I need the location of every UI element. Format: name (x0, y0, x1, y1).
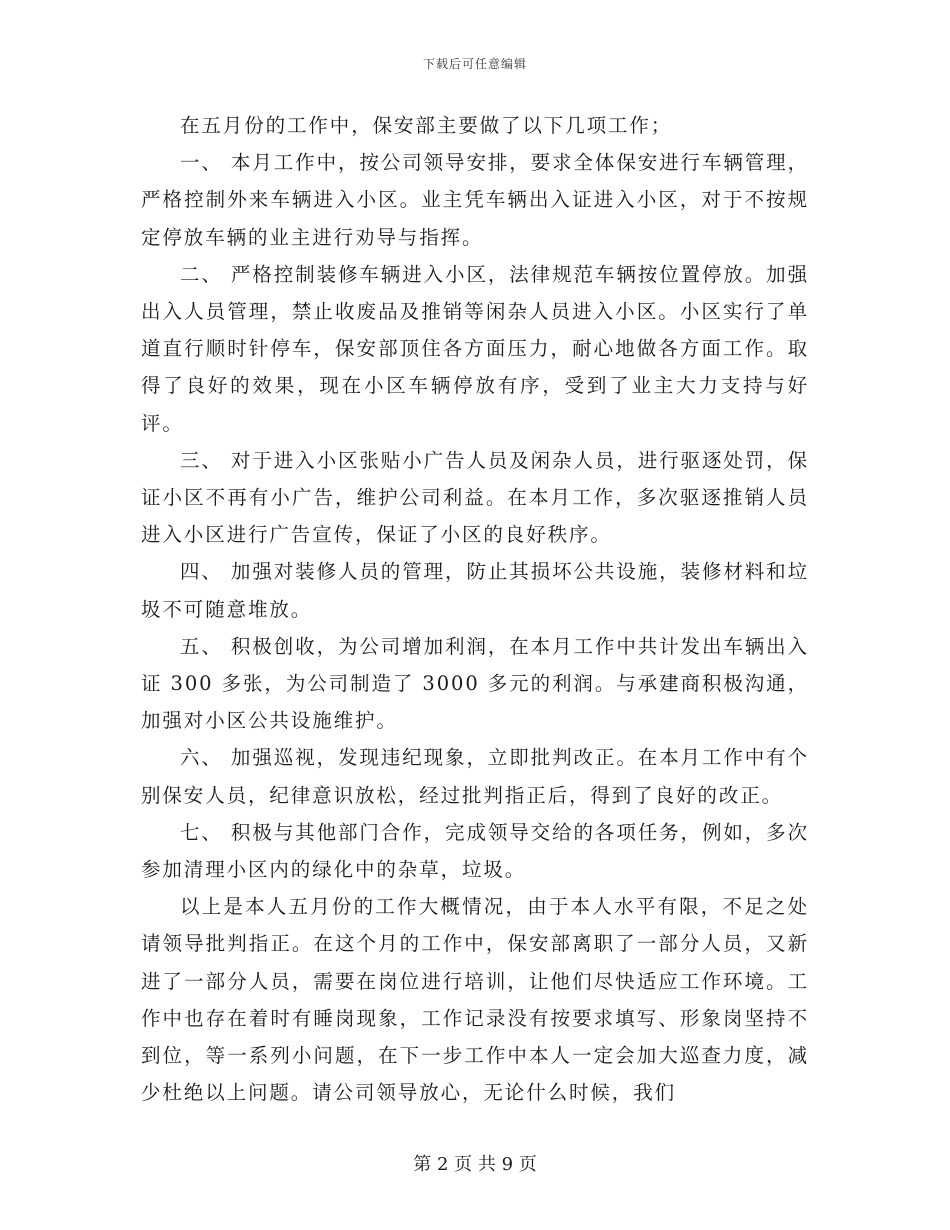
paragraph-item-5: 五、 积极创收，为公司增加利润，在本月工作中共计发出车辆出入证 300 多张，为公司制造了 3000 多元的利润。与承建商积极沟通，加强对小区公共设施维护。 (141, 634, 809, 733)
paragraph-item-4: 四、 加强对装修人员的管理，防止其损坏公共设施，装修材料和垃圾不可随意堆放。 (141, 560, 809, 621)
paragraph-summary: 以上是本人五月份的工作大概情况，由于本人水平有限，不足之处请领导批判指正。在这个月的工作中，保安部离职了一部分人员，又新进了一部分人员，需要在岗位进行培训，让他们尽快适应工作环境。工作中也存在着时有睡岗现象，工作记录没有按要求填写、形象岗坚持不到位，等一系列小问题，在下一步工作中本人一定会加大巡查力度，减少杜绝以上问题。请公司领导放心，无论什么时候，我们 (141, 895, 809, 1105)
page-footer: 第 2 页 共 9 页 (413, 1154, 537, 1175)
paragraph-item-2: 二、 严格控制装修车辆进入小区，法律规范车辆按位置停放。加强出入人员管理，禁止收废品及推销等闲杂人员进入小区。小区实行了单道直行顺时针停车，保安部顶住各方面压力，耐心地做各方面工作。取得了良好的效果，现在小区车辆停放有序，受到了业主大力支持与好评。 (141, 262, 809, 435)
paragraph-item-3: 三、 对于进入小区张贴小广告人员及闲杂人员，进行驱逐处罚，保证小区不再有小广告，维护公司利益。在本月工作，多次驱逐推销人员进入小区进行广告宣传，保证了小区的良好秩序。 (141, 448, 809, 547)
header-note: 下载后可任意编辑 (422, 57, 527, 71)
paragraph-item-7: 七、 积极与其他部门合作，完成领导交给的各项任务，例如，多次参加清理小区内的绿化中的杂草，垃圾。 (141, 820, 809, 882)
paragraph-item-6: 六、 加强巡视，发现违纪现象，立即批判改正。在本月工作中有个别保安人员，纪律意识放松，经过批判指正后，得到了良好的改正。 (141, 746, 809, 807)
paragraph-intro: 在五月份的工作中，保安部主要做了以下几项工作； (180, 114, 673, 137)
paragraph-item-1: 一、 本月工作中，按公司领导安排，要求全体保安进行车辆管理，严格控制外来车辆进入小区。业主凭车辆出入证进入小区，对于不按规定停放车辆的业主进行劝导与指挥。 (141, 151, 809, 249)
document-body (141, 107, 809, 1111)
